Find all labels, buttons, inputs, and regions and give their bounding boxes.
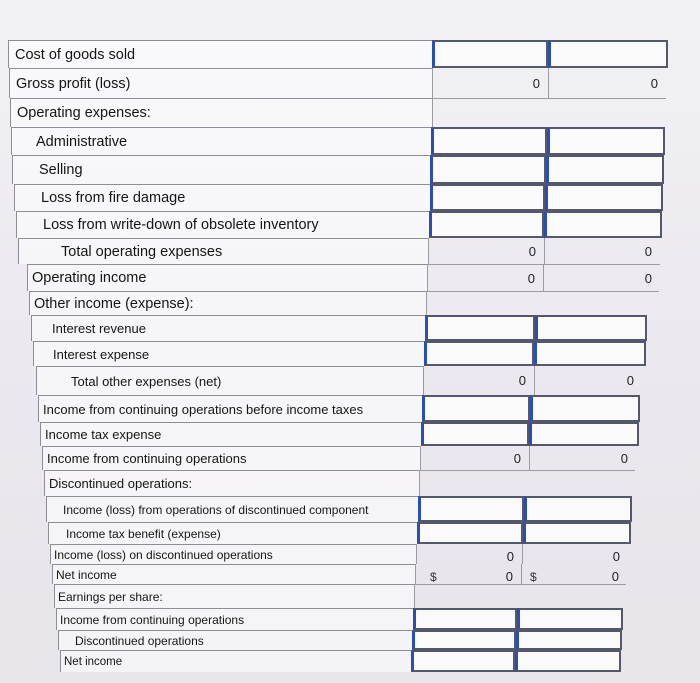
row-discontinued-header <box>0 470 700 496</box>
row-administrative <box>0 127 700 155</box>
row-label: Operating expenses: <box>10 98 432 127</box>
row-operating-income <box>0 264 700 291</box>
dollar-sign-2: $ <box>530 570 537 584</box>
row-eps-net-income <box>0 650 700 672</box>
row-income-continuing-ops <box>0 446 700 470</box>
row-interest-revenue <box>0 315 700 341</box>
row-label: Interest revenue <box>31 315 425 341</box>
row-label: Discontinued operations <box>58 630 412 650</box>
total-opex-value-2: 0 <box>544 238 660 264</box>
row-total-operating-expenses <box>0 238 700 264</box>
row-eps-discontinued <box>0 630 700 650</box>
interest-revenue-input-2[interactable] <box>535 315 647 341</box>
blank-cells <box>419 470 635 496</box>
row-eps-header <box>0 584 700 608</box>
row-label: Income from continuing operations <box>56 608 413 630</box>
income-continuing-value-1: 0 <box>420 446 529 470</box>
row-label: Cost of goods sold <box>8 40 432 68</box>
eps-net-income-input-2[interactable] <box>515 650 621 672</box>
row-other-income-header <box>0 291 700 315</box>
row-label: Discontinued operations: <box>44 470 419 496</box>
dollar-sign-1: $ <box>430 570 437 584</box>
row-label: Net income <box>52 564 415 584</box>
administrative-input-1[interactable] <box>431 127 547 155</box>
income-before-taxes-input-1[interactable] <box>422 395 530 422</box>
row-total-other-expenses <box>0 366 700 395</box>
cost-of-goods-sold-input-1[interactable] <box>432 40 548 68</box>
income-tax-benefit-input-2[interactable] <box>523 522 631 544</box>
selling-input-2[interactable] <box>546 155 664 184</box>
income-tax-benefit-input-1[interactable] <box>417 522 523 544</box>
interest-revenue-input-1[interactable] <box>425 315 535 341</box>
row-label: Operating income <box>27 264 427 291</box>
row-selling <box>0 155 700 184</box>
gross-profit-value-2: 0 <box>548 68 666 98</box>
total-other-value-1: 0 <box>423 366 534 395</box>
row-label: Income (loss) on discontinued operations <box>50 544 416 564</box>
row-cost-of-goods-sold <box>0 40 700 68</box>
row-label: Interest expense <box>33 341 424 366</box>
administrative-input-2[interactable] <box>547 127 665 155</box>
row-loss-fire-damage <box>0 184 700 211</box>
row-label: Total other expenses (net) <box>36 366 423 395</box>
row-label: Income from continuing operations before income taxes <box>38 395 422 422</box>
row-loss-writedown <box>0 211 700 238</box>
income-before-taxes-input-2[interactable] <box>530 395 640 422</box>
row-label: Loss from write-down of obsolete inventory <box>16 211 429 238</box>
interest-expense-input-2[interactable] <box>534 341 646 366</box>
income-continuing-value-2: 0 <box>529 446 636 470</box>
income-discontinued-value-1: 0 <box>416 544 522 564</box>
row-label: Income (loss) from operations of discontinued component <box>46 496 418 522</box>
row-label: Income from continuing operations <box>42 446 420 470</box>
selling-input-1[interactable] <box>430 155 546 184</box>
total-opex-value-1: 0 <box>428 238 544 264</box>
row-label: Income tax expense <box>40 422 421 446</box>
writedown-input-1[interactable] <box>429 211 544 238</box>
row-gross-profit <box>0 68 700 98</box>
row-label: Total operating expenses <box>18 238 428 264</box>
income-discontinued-value-2: 0 <box>522 544 628 564</box>
writedown-input-2[interactable] <box>544 211 662 238</box>
eps-continuing-input-1[interactable] <box>413 608 517 630</box>
eps-continuing-input-2[interactable] <box>517 608 623 630</box>
row-label: Other income (expense): <box>29 291 426 315</box>
blank-cells <box>426 291 659 315</box>
row-operating-expenses-header <box>0 98 700 127</box>
row-label: Income tax benefit (expense) <box>48 522 417 544</box>
income-tax-expense-input-2[interactable] <box>529 422 639 446</box>
fire-damage-input-2[interactable] <box>545 184 663 211</box>
blank-cells <box>414 584 626 608</box>
blank-cells <box>432 98 666 127</box>
net-income-value-1: $ 0 <box>415 564 521 584</box>
cost-of-goods-sold-input-2[interactable] <box>548 40 668 68</box>
row-label: Gross profit (loss) <box>9 68 432 98</box>
row-label: Earnings per share: <box>54 584 414 608</box>
operating-income-value-1: 0 <box>427 264 543 291</box>
interest-expense-input-1[interactable] <box>424 341 534 366</box>
row-income-discontinued-ops <box>0 544 700 564</box>
discontinued-component-input-2[interactable] <box>524 496 632 522</box>
row-label: Administrative <box>11 127 432 155</box>
operating-income-value-2: 0 <box>543 264 660 291</box>
eps-discontinued-input-2[interactable] <box>516 630 622 650</box>
row-net-income <box>0 564 700 584</box>
fire-damage-input-1[interactable] <box>430 184 545 211</box>
total-other-value-2: 0 <box>534 366 642 395</box>
row-income-tax-expense <box>0 422 700 446</box>
discontinued-component-input-1[interactable] <box>418 496 524 522</box>
eps-net-income-input-1[interactable] <box>411 650 515 672</box>
gross-profit-value-1: 0 <box>432 68 548 98</box>
income-tax-expense-input-1[interactable] <box>421 422 529 446</box>
row-label: Selling <box>12 155 430 184</box>
row-income-tax-benefit <box>0 522 700 544</box>
row-eps-continuing <box>0 608 700 630</box>
row-label: Net income <box>60 650 411 672</box>
row-interest-expense <box>0 341 700 366</box>
row-discontinued-component <box>0 496 700 522</box>
row-label: Loss from fire damage <box>14 184 430 211</box>
eps-discontinued-input-1[interactable] <box>412 630 516 650</box>
row-income-before-taxes <box>0 395 700 422</box>
net-income-value-2: $ 0 <box>521 564 627 584</box>
